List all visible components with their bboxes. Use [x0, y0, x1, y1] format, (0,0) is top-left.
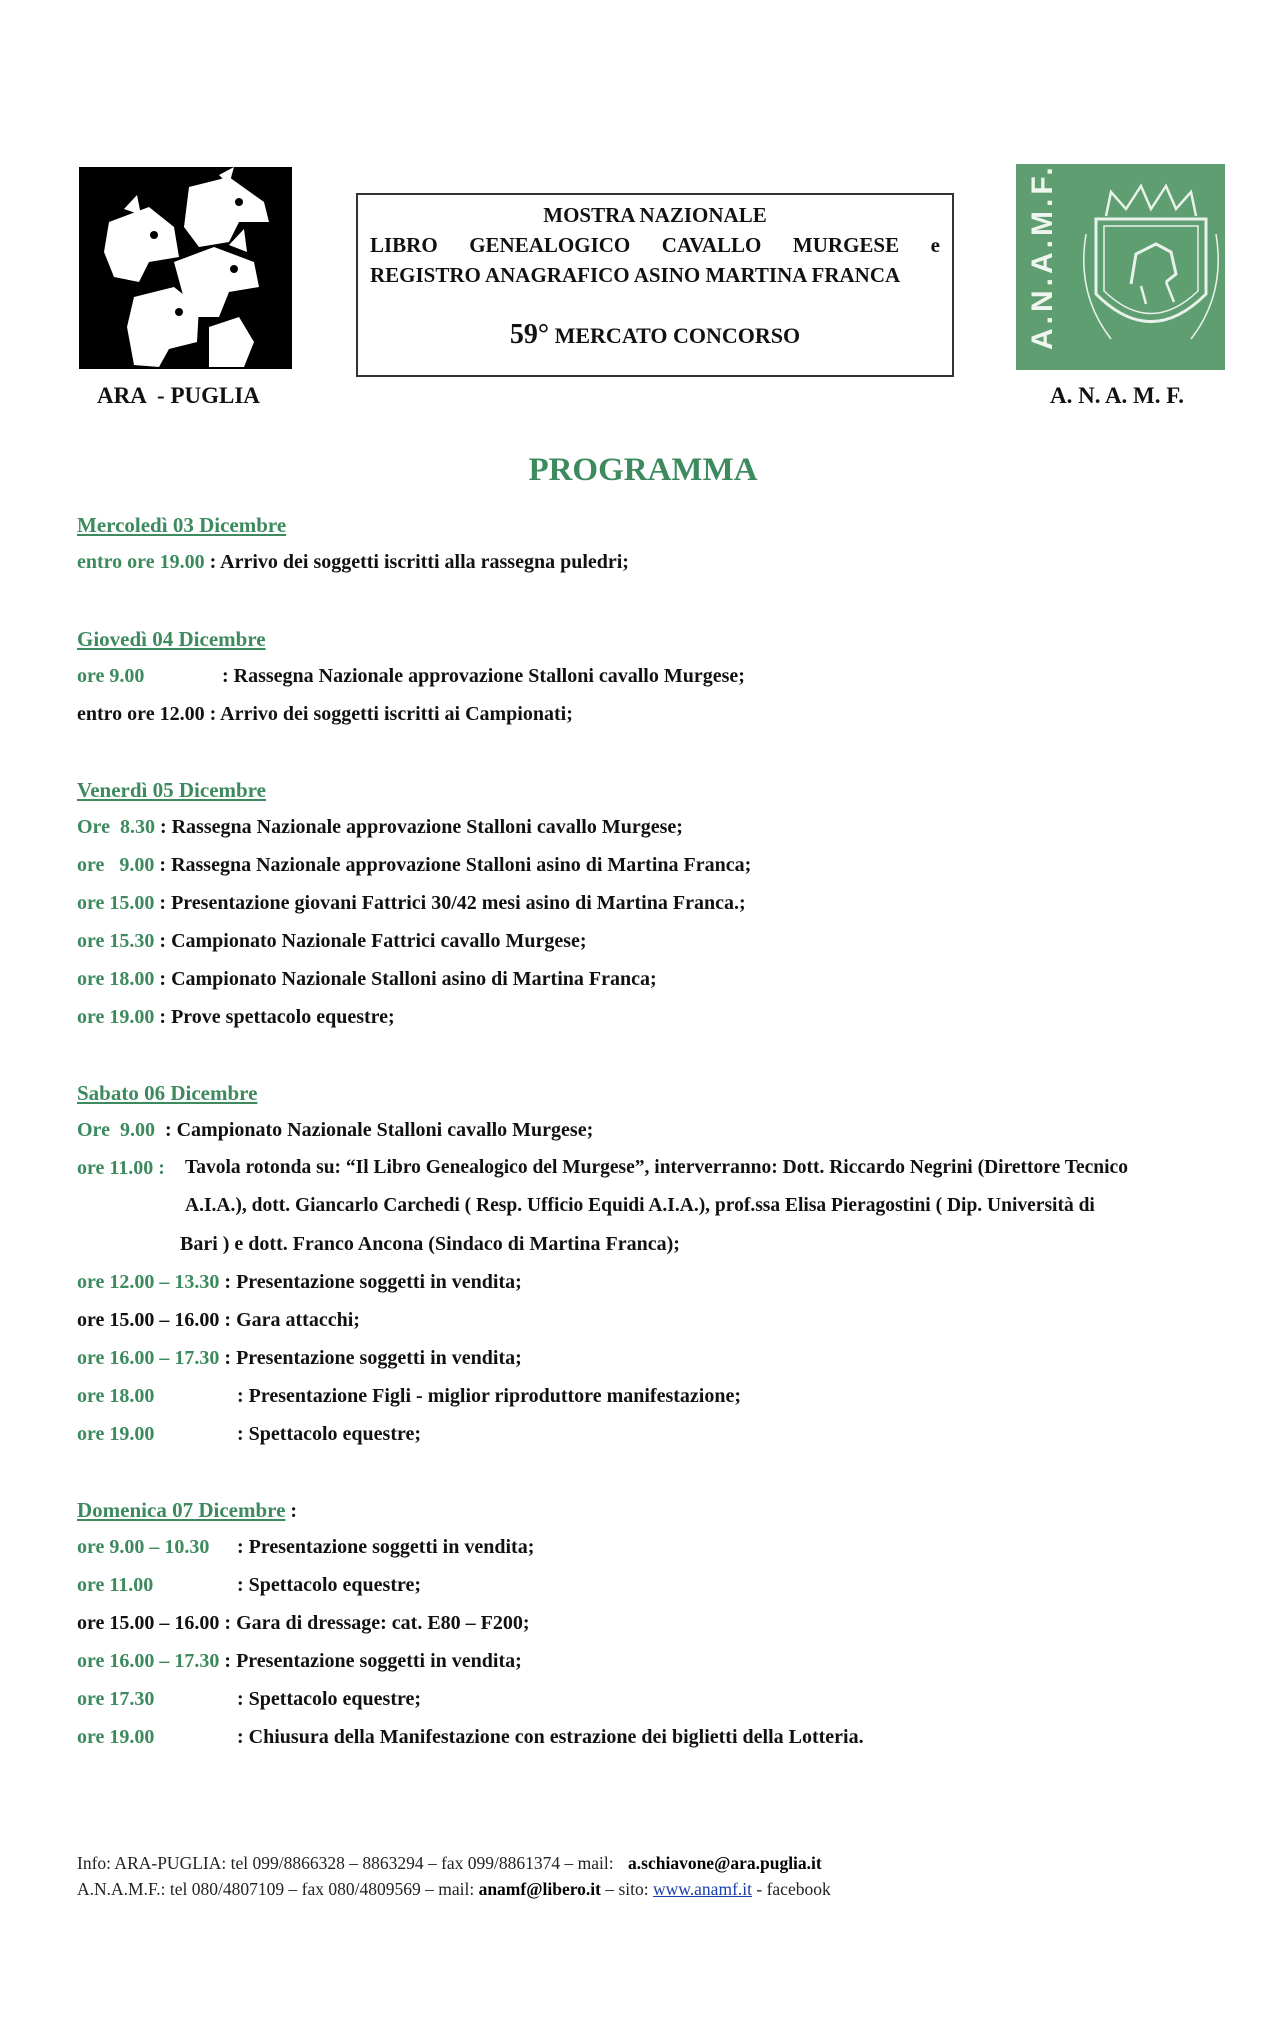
ara-puglia-caption: ARA - PUGLIA [97, 383, 260, 408]
title-word: e [930, 233, 940, 257]
schedule-text: : Arrivo dei soggetti iscritti ai Campionati; [209, 703, 573, 725]
schedule-time: ore 18.00 [77, 968, 155, 990]
title-word: GENEALOGICO [469, 233, 631, 257]
title-word: LIBRO [370, 233, 438, 257]
schedule-time: ore 12.00 – 13.30 [77, 1271, 220, 1293]
schedule-text: : Prove spettacolo equestre; [159, 1006, 395, 1028]
schedule-text: : Rassegna Nazionale approvazione Stalloni asino di Martina Franca; [159, 854, 752, 876]
footer-ara-text: Info: ARA-PUGLIA: tel 099/8866328 – 8863294 – fax 099/8861374 – mail: [77, 1853, 614, 1873]
schedule-time: ore 11.00 : [77, 1157, 165, 1179]
anamf-caption: A. N. A. M. F. [1050, 383, 1184, 408]
schedule-time: Ore 9.00 [77, 1119, 155, 1141]
schedule-text: : Spettacolo equestre; [237, 1423, 422, 1445]
schedule-text: Tavola rotonda su: “Il Libro Genealogico del Murgese”, interverranno: Dott. Riccardo Negrini (Direttore Tecnico [185, 1157, 1128, 1178]
schedule-time: ore 15.00 – 16.00 [77, 1309, 220, 1331]
schedule-row [77, 1612, 530, 1635]
event-subtitle [358, 319, 952, 351]
schedule-time: ore 15.30 [77, 930, 155, 952]
horse-heads-icon [79, 167, 292, 369]
edition-text: MERCATO CONCORSO [554, 323, 801, 348]
footer-ara-contact [77, 1853, 822, 1874]
schedule-text: : Campionato Nazionale Stalloni cavallo Murgese; [164, 1119, 594, 1141]
schedule-text: A.I.A.), dott. Giancarlo Carchedi ( Resp. Ufficio Equidi A.I.A.), prof.ssa Elisa Pieragostini ( Dip. Università di [185, 1195, 1095, 1216]
day-heading-suffix: : [290, 1500, 298, 1522]
schedule-row [77, 1271, 522, 1294]
schedule-time: entro ore 12.00 [77, 703, 205, 725]
schedule-time: entro ore 19.00 [77, 551, 205, 573]
event-title-line3: REGISTRO ANAGRAFICO ASINO MARTINA FRANCA [370, 263, 901, 287]
schedule-row [77, 551, 629, 574]
event-title-line1: MOSTRA NAZIONALE [543, 203, 767, 227]
schedule-row [77, 892, 746, 915]
schedule-row [77, 1157, 165, 1180]
anamf-logo [1016, 164, 1225, 370]
schedule-text: : Gara di dressage: cat. E80 – F200; [224, 1612, 530, 1634]
ara-email-link[interactable]: a.schiavone@ara.puglia.it [628, 1853, 822, 1873]
day-heading: Mercoledì 03 Dicembre [77, 513, 287, 537]
schedule-time: ore 9.00 [77, 854, 155, 876]
schedule-text: : Gara attacchi; [224, 1309, 360, 1331]
schedule-text: : Spettacolo equestre; [237, 1688, 422, 1710]
schedule-text: : Presentazione soggetti in vendita; [237, 1536, 535, 1558]
schedule-time: ore 18.00 [77, 1385, 155, 1407]
schedule-row [77, 1536, 209, 1559]
program-title: PROGRAMMA [528, 452, 758, 488]
schedule-text: : Presentazione soggetti in vendita; [224, 1347, 522, 1369]
day-heading: Sabato 06 Dicembre [77, 1081, 258, 1105]
schedule-text: : Rassegna Nazionale approvazione Stalloni cavallo Murgese; [159, 816, 683, 838]
anamf-vertical-text: A.N.A.M.F. [1026, 163, 1059, 350]
schedule-row [77, 703, 573, 726]
schedule-text: : Presentazione Figli - miglior riproduttore manifestazione; [237, 1385, 741, 1407]
schedule-row [77, 968, 657, 991]
anamf-email-link[interactable]: anamf@libero.it [478, 1879, 601, 1899]
schedule-row [77, 816, 683, 839]
schedule-time: ore 9.00 – 10.30 [77, 1536, 210, 1558]
title-word: MURGESE [792, 233, 900, 257]
schedule-time: ore 15.00 [77, 892, 155, 914]
footer-anamf-text: A.N.A.M.F.: tel 080/4807109 – fax 080/4809569 – mail: [77, 1879, 475, 1899]
anamf-website-link[interactable]: www.anamf.it [653, 1879, 752, 1899]
schedule-text: : Presentazione soggetti in vendita; [224, 1271, 522, 1293]
title-word: CAVALLO [661, 233, 762, 257]
schedule-time: Ore 8.30 [77, 816, 155, 838]
schedule-row [77, 1309, 360, 1332]
day-heading: Giovedì 04 Dicembre [77, 627, 266, 651]
schedule-text: : Spettacolo equestre; [237, 1574, 422, 1596]
event-header-box [356, 193, 954, 377]
schedule-row [77, 665, 144, 688]
edition-number: 59° [509, 319, 550, 350]
schedule-time: ore 9.00 [77, 665, 145, 687]
day-heading: Domenica 07 Dicembre [77, 1498, 286, 1522]
schedule-time: ore 17.30 [77, 1688, 155, 1710]
schedule-text: : Presentazione soggetti in vendita; [224, 1650, 522, 1672]
schedule-time: ore 19.00 [77, 1726, 155, 1748]
schedule-text: : Rassegna Nazionale approvazione Stalloni cavallo Murgese; [222, 665, 745, 687]
footer-site-label: – sito: [605, 1879, 649, 1899]
schedule-text: : Campionato Nazionale Stalloni asino di Martina Franca; [159, 968, 657, 990]
schedule-row [77, 1650, 522, 1673]
schedule-text: : Arrivo dei soggetti iscritti alla rassegna puledri; [209, 551, 629, 573]
schedule-time: ore 19.00 [77, 1423, 155, 1445]
schedule-row [77, 1119, 593, 1142]
schedule-text: : Presentazione giovani Fattrici 30/42 mesi asino di Martina Franca.; [159, 892, 746, 914]
schedule-time: ore 11.00 [77, 1574, 154, 1596]
schedule-time: ore 19.00 [77, 1006, 155, 1028]
ara-puglia-logo [79, 167, 292, 369]
day-heading-row [77, 1498, 297, 1523]
schedule-row [77, 1006, 395, 1029]
schedule-time: ore 16.00 – 17.30 [77, 1650, 220, 1672]
day-heading: Venerdì 05 Dicembre [77, 778, 266, 802]
footer-anamf-contact [77, 1879, 831, 1900]
event-title-line2 [370, 233, 940, 258]
schedule-text: : Chiusura della Manifestazione con estrazione dei biglietti della Lotteria. [237, 1726, 864, 1748]
schedule-time: ore 15.00 – 16.00 [77, 1612, 220, 1634]
schedule-row [77, 854, 751, 877]
schedule-row [77, 930, 587, 953]
schedule-time: ore 16.00 – 17.30 [77, 1347, 220, 1369]
schedule-row [77, 1347, 522, 1370]
footer-facebook: - facebook [756, 1879, 831, 1899]
schedule-text: : Campionato Nazionale Fattrici cavallo Murgese; [159, 930, 587, 952]
schedule-text: Bari ) e dott. Franco Ancona (Sindaco di Martina Franca); [180, 1233, 680, 1255]
